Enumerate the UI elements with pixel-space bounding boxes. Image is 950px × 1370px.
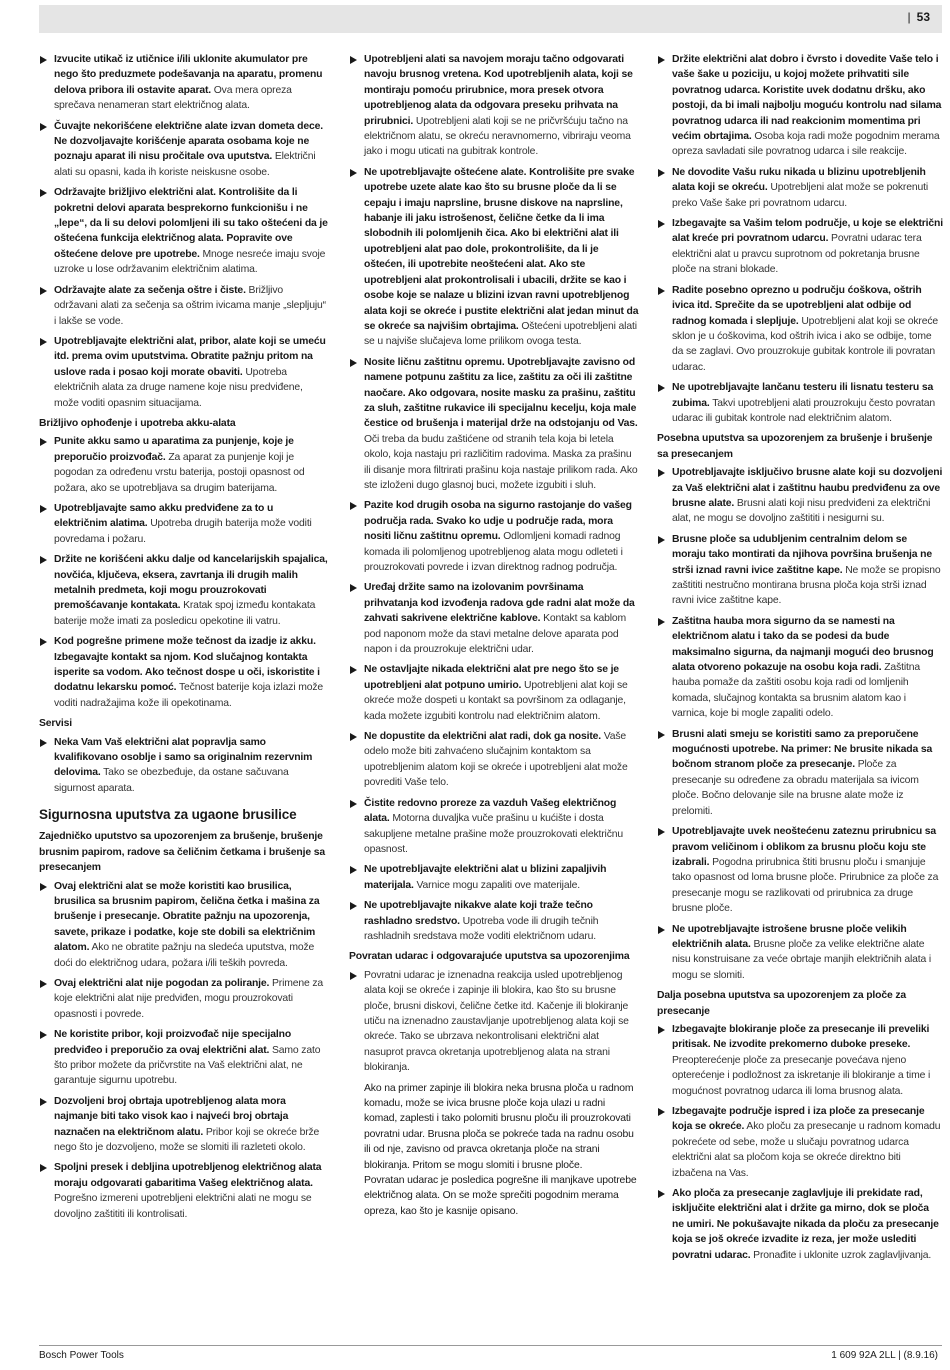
- item-bold-text: Upotrebljavajte električni alat, pribor, alate koji se umeću itd. prema ovim uputstvima. Obratite pažnju pritom na uslove rada i posao koji morate obaviti.: [54, 335, 326, 378]
- bullet-arrow-icon: [350, 584, 357, 592]
- item-plain-text: Upotrebljeni alat koji se okreće sklon je u ćoškovima, kod oštrih ivica i ako se odbije, tome da se zaglavi. Ovo prouzrokuje gubitak kontrole ili povratan udarac.: [672, 315, 939, 373]
- item-bold-text: Držite ne korišćeni akku dalje od kancelarijskih spajalica, novčića, ključeva, eksera, zavrtanja ili drugih malih metalnih predmeta, koji mogu prouzrokovati premošćavanje kontakata.: [54, 554, 328, 612]
- item-bold-text: Ovaj električni alat se može koristiti kao brusilica, brusilica sa brusnim papirom, čelična četka i mašina za brušenje i presecanje. Obratite pažnju na upozorenja, savete, prikaze i podatke, koje ste dobili sa električnim alatom.: [54, 880, 320, 954]
- section-subheading: Dalja posebna uputstva sa upozorenjem za ploče za presecanje: [657, 990, 907, 1017]
- bullet-arrow-icon: [350, 972, 357, 980]
- bullet-arrow-icon: [350, 169, 357, 177]
- bullet-arrow-icon: [40, 189, 47, 197]
- item-bold-text: Čistite redovno proreze za vazduh Vašeg električnog alata.: [364, 797, 617, 825]
- bullet-arrow-icon: [350, 866, 357, 874]
- item-plain-text: Varnice mogu zapaliti ove materijale.: [413, 879, 580, 891]
- list-item: [39, 501, 329, 547]
- item-plain-text: Oči treba da budu zaštićene od stranih tela koja bi letela okolo, koja nastaju pri različitim radovima. Maska za prašinu ili disanje mora filtrirati prašinu koja nastaje prilikom rada. Ako ste izloženi dugo glasnoj buci, možete izgubiti i sluh.: [364, 433, 638, 491]
- item-plain-text: Upotreba električnih alata za druge namene koje nisu predviđene, može voditi opasnim situacijama.: [54, 366, 303, 409]
- item-plain-text: Povratni udarac tera električni alat u pravcu suprotnom od pokretanja brusne ploče na strani blokade.: [672, 233, 922, 276]
- list-item: [39, 976, 329, 1022]
- list-item: [39, 634, 329, 711]
- item-plain-text: Motorna duvaljka vuče prašinu u kućište i dosta sakupljene metalne prašine može prouzrokovati električnu opasnost.: [364, 813, 624, 855]
- list-item: [39, 735, 329, 797]
- safety-list: [657, 52, 943, 426]
- item-plain-text: Vaše odelo može biti zahvaćeno slučajnim kontaktom sa upotrebljenim alatom koji se okreće i upotrebljeni alat može povrediti Vaše telo.: [364, 731, 628, 789]
- bullet-arrow-icon: [40, 980, 47, 988]
- list-item: [39, 1094, 329, 1156]
- item-plain-text: Osoba koja radi može pogodnim merama opreza savladati sile povratnog udarca i sile reakcije.: [672, 131, 940, 158]
- bullet-arrow-icon: [350, 800, 357, 808]
- list-item: [349, 498, 639, 575]
- bullet-arrow-icon: [658, 926, 665, 934]
- list-item: [657, 727, 943, 819]
- item-plain-text: Ova mera opreza sprečava nenameran start električnog alata.: [54, 84, 292, 112]
- item-bold-text: Izbegavajte područje ispred i iza ploče za presecanje koja se okreće.: [672, 1106, 925, 1133]
- paragraph: Ako na primer zapinje ili blokira neka brusna ploča u radnom komadu, može se ivica brusne ploče koja ulazi u radni komad, zaplesti i tako polomiti brusnu ploču ili prouzrokovati povratni udar. Brusna ploča se pokreće tada na radnu osobu ili od nje, zavisno od pravca okretanja ploče na strani blokiranja. Pritom se mogu slomiti i brusne ploče.: [364, 1082, 634, 1171]
- item-bold-text: Zaštitna hauba mora sigurno da se namesti na električnom alatu i tako da se podesi da bude maksimalno sigurna, da najmanji mogući deo brusnog alata otvoreno pokazuje na osobu koja radi.: [672, 615, 934, 674]
- item-plain-text: Odlomljeni komadi radnog komada ili polomljenog upotrebljenog alata mogu odleteti i prouzrokovati povrede i izvan direktnog radnog područja.: [364, 531, 623, 573]
- footer-doc-id: 1 609 92A 2LL | (8.9.16): [831, 1350, 938, 1361]
- list-item: [349, 898, 639, 944]
- column-3: [657, 52, 943, 1268]
- item-plain-text: Kontakt sa kablom pod naponom može da stavi metalne delove aparata pod napon i da prouzrokuje električni udar.: [364, 613, 627, 656]
- item-bold-text: Izbegavajte blokiranje ploče za presecanje ili preveliki pritisak. Ne izvodite prekomerno duboke preseke.: [672, 1023, 930, 1051]
- bullet-arrow-icon: [350, 733, 357, 741]
- item-plain-text: Pribor koji se okreće brže nego što je dozvoljeno, može se slomiti ili razleteti okolo.: [54, 1126, 320, 1153]
- item-bold-text: Čuvajte nekorišćene električne alate izvan dometa dece. Ne dozvoljavajte korišćenje aparata osobama koje ne poznaju aparat ili nisu pročitale ova uputstva.: [54, 120, 323, 163]
- list-item: [657, 1104, 943, 1181]
- list-item: [657, 216, 943, 278]
- item-plain-text: Upotreba drugih baterija može voditi povredama i požaru.: [54, 518, 312, 545]
- item-plain-text: Samo zato što pribor možete da pričvrstite na Vaš električni alat, ne garantuje sigurnu upotrebu.: [54, 1044, 321, 1087]
- bullet-arrow-icon: [40, 739, 47, 747]
- list-item: [39, 552, 329, 629]
- bullet-arrow-icon: [658, 287, 665, 295]
- bullet-arrow-icon: [350, 359, 357, 367]
- page-number-value: 53: [916, 10, 930, 24]
- item-bold-text: Ovaj električni alat nije pogodan za poliranje.: [54, 977, 270, 989]
- item-bold-text: Ne upotrebljavajte električni alat u blizini zapaljivih materijala.: [364, 864, 607, 891]
- item-bold-text: Izvucite utikač iz utičnice i/ili uklonite akumulator pre nego što preduzmete podešavanja na aparatu, promenu delova pribora ili ostavite aparat.: [54, 54, 323, 96]
- bullet-arrow-icon: [350, 56, 357, 64]
- item-plain-text: Pogrešno izmereni upotrebljeni električni alati ne mogu se dovoljno zaštititi ili kontrolisati.: [54, 1193, 312, 1220]
- item-plain-text: Upotrebljeni alati koji se ne pričvršćuju tačno na električnom alatu, se okreću neravnomerno, vibriraju veoma jako i mogu uticati na gubitrak kontrole.: [364, 115, 631, 158]
- safety-list: [349, 52, 639, 944]
- item-bold-text: Ne ostavljajte nikada električni alat pre nego što se je upotrebljeni alat potpuno umirio.: [364, 664, 619, 691]
- bullet-arrow-icon: [40, 1164, 47, 1172]
- item-plain-text: Brusni alati koji nisu predviđeni za električni alat, ne mogu se dovoljno zaštititi i nesigurni su.: [672, 497, 931, 525]
- bullet-arrow-icon: [658, 536, 665, 544]
- bullet-arrow-icon: [350, 502, 357, 510]
- item-plain-text: Ploče za presecanje su određene za obradu materijala sa ivicom ploče. Bočno delovanje sile na brusne alate može iz prelomiti.: [672, 759, 919, 817]
- item-bold-text: Ne upotrebljavajte nikakve alate koji traže tečno rashladno sredstvo.: [364, 900, 593, 927]
- bullet-arrow-icon: [658, 1108, 665, 1116]
- list-item: [39, 283, 329, 329]
- item-bold-text: Ne upotrebljavajte lančanu testeru ili lisnatu testeru sa zubima.: [672, 382, 934, 409]
- list-item: [349, 729, 639, 791]
- list-item: [657, 283, 943, 375]
- page-header-bar: [39, 5, 942, 33]
- bullet-arrow-icon: [40, 505, 47, 513]
- item-plain-text: Kratak spoj između kontakata baterije može imati za posledicu opekotine ili vatru.: [54, 600, 316, 627]
- safety-list: [657, 1022, 943, 1263]
- item-bold-text: Držite električni alat dobro i čvrsto i dovedite Vaše telo i vaše šake u poziciju, u kojoj možete prihvatiti sile povratnog udarca. Koristite uvek dodatnu dršku, ako postoji, da bi imali najbolju moguću kontrolu nad silama povratnog udarca ili nad reakcionim momentima pri većim obrtajima.: [672, 54, 942, 143]
- list-item: [39, 52, 329, 114]
- column-1: [39, 52, 329, 1227]
- item-bold-text: Punite akku samo u aparatima za punjenje, koje je preporučio proizvođač.: [54, 436, 294, 463]
- bullet-arrow-icon: [40, 638, 47, 646]
- list-item: [657, 1186, 943, 1263]
- item-bold-text: Radite posebno oprezno u području ćoškova, oštrih ivica itd. Sprečite da se upotrebljeni alat odbije od radnog komada i slepljuje.: [672, 284, 922, 327]
- item-plain-text: Povratni udarac je iznenadna reakcija usled upotrebljenog alata koji se okreće i zapinje ili blokira, kao što su brusne ploče, brusni diskovi, čelične četke itd. Kačenje ili blokiranje utiču na iznenadno zaustavljanje upotrebljenog alata koji se okreće. Tako se ubrzava nekontrolisani električni alat nasuprot pravca okretanja upotrebljenog alata na strani blokiranja.: [364, 969, 629, 1074]
- item-plain-text: Ako ploču za presecanje u radnom komadu pokrećete od sebe, može u slučaju povratnog udarca električni alat sa pločom koja se okreće direktno biti izbačena na Vas.: [672, 1121, 941, 1179]
- list-item: [657, 1022, 943, 1099]
- item-plain-text: Zaštitna hauba pomaže da zaštiti osobu koja radi od lomljenih komada, slučajnog kontakta sa brusnim alatom kao i varnica, koje bi mogle zapaliti odelo.: [672, 662, 920, 720]
- item-plain-text: Takvi upotrebljeni alati prouzrokuju često povratan udarac ili gubitak kontrole nad električnim alatom.: [672, 397, 935, 424]
- safety-list: [39, 52, 329, 411]
- item-bold-text: Upotrebljavajte samo akku predviđene za to u električnim alatima.: [54, 502, 274, 530]
- item-bold-text: Dozvoljeni broj obrtaja upotrebljenog alata mora najmanje biti tako visok kao i najveći broj obrtaja naznačen na električnom alatu.: [54, 1095, 289, 1138]
- bullet-arrow-icon: [658, 618, 665, 626]
- item-bold-text: Održavajte brižljivo električni alat. Kontrolišite da li pokretni delovi aparata besprekorno funkcionišu i ne „lepe“, da li su delovi polomljeni ili su tako oštećeni da je oštećena funkcija električnog alata. Popravite ove oštećene delove pre upotrebe.: [54, 187, 328, 260]
- list-item: [39, 1160, 329, 1222]
- item-bold-text: Upotrebljavajte uvek neoštećenu zateznu prirubnicu sa pravom veličinom i oblikom za brusnu ploču koju ste izabrali.: [672, 826, 937, 868]
- item-bold-text: Kod pogrešne primene može tečnost da izadje iz akku. Izbegavajte kontakt sa njom. Kod slučajnog kontakta isperite sa vodom. Ako tečnost dospe u oči, iskoristite i dodatnu lekarsku pomoć.: [54, 636, 320, 694]
- item-plain-text: Preopterećenje ploče za presecanje povećava njeno opterećenje i podložnost za iskretanje ili blokiranje a time i mogućnost povratnog udarca ili loma brusnog alata.: [672, 1054, 931, 1097]
- item-plain-text: Električni alati su opasni, kada ih koriste neiskusne osobe.: [54, 151, 316, 178]
- item-bold-text: Neka Vam Vaš električni alat popravlja samo kvalifikovano osoblje i samo sa originalnim rezervnim delovima.: [54, 736, 313, 779]
- section-subheading: Zajedničko uputstvo sa upozorenjem za brušenje, brušenje brusnim papirom, radove sa čeličnim četkama i brušenje sa presecanjem: [39, 831, 325, 874]
- item-bold-text: Ne dovodite Vašu ruku nikada u blizinu upotrebljenih alata koji se okreću.: [672, 166, 926, 194]
- list-item: [349, 862, 639, 893]
- bullet-arrow-icon: [40, 338, 47, 346]
- item-plain-text: Upotrebljeni alat koji se okreće može dospeti u kontakt sa površinom za odlaganje, kada možete izgubiti kontrolu nad električnim alatom.: [364, 679, 628, 722]
- list-item: [349, 968, 639, 1076]
- item-plain-text: Ne može se propisno zaštititi nestručno montirana brusna ploča koja strši iznad ravni ivice zaštitne kape.: [672, 564, 941, 607]
- item-plain-text: Primene za koje električni alat nije predviđen, mogu prouzrokovati opasnosti i povrede.: [54, 977, 324, 1020]
- bullet-arrow-icon: [350, 666, 357, 674]
- item-bold-text: Pazite kod drugih osoba na sigurno rastojanje do vašeg područja rada. Svako ko udje u područje rada, mora nositi ličnu zaštitnu opremu.: [364, 500, 632, 543]
- section-subheading: Posebna uputstva sa upozorenjem za brušenje i brušenje sa presecanjem: [657, 433, 933, 460]
- bullet-arrow-icon: [40, 438, 47, 446]
- item-bold-text: Ne upotrebljavajte oštećene alate. Kontrolišite pre svake upotrebe uzete alate kao što su brusne ploče da li se cepaju i imaju naprsline, brusne diskove na naprsline, habanje ili jaku istrošenost, čelične četke da li ima slobodnih ili polomljenih čica. Ako bi električni alat ili upotrebljeni alat pao dole, prokontrolišite, da li je oštećen, ili upotrebite neoštećeni alat. Ako ste upotrebljeni alat prokontrolisali i ubacili, držite se kao i osobe koje se nalaze u blizini izvan ravni upotrebljenog alata koji se okreće i pustite električni alat jedan minut da se okreće sa najvišim obrtajima.: [364, 166, 639, 332]
- bullet-arrow-icon: [40, 1031, 47, 1039]
- item-bold-text: Uređaj držite samo na izolovanim površinama prihvatanja kod izvođenja radova gde radni alat može da zahvati sakrivene električne kablove.: [364, 582, 635, 625]
- item-plain-text: Tečnost baterije koja izlazi može voditi nadražajima kože ili opekotinama.: [54, 682, 324, 709]
- safety-list: [39, 434, 329, 711]
- item-plain-text: Mnoge nesreće imaju svoje uzroke u lose održavanim električnim alatima.: [54, 248, 326, 276]
- footer-brand: Bosch Power Tools: [39, 1350, 124, 1361]
- bullet-arrow-icon: [658, 56, 665, 64]
- list-item: [657, 52, 943, 160]
- list-item: [349, 796, 639, 858]
- list-item: [39, 185, 329, 277]
- bullet-arrow-icon: [658, 384, 665, 392]
- list-item: [39, 334, 329, 411]
- section-subheading: Povratan udarac i odgovarajuće uputstva sa upozorenjima: [349, 951, 630, 963]
- list-item: [349, 355, 639, 494]
- bullet-arrow-icon: [40, 56, 47, 64]
- bullet-arrow-icon: [658, 1026, 665, 1034]
- bullet-arrow-icon: [40, 287, 47, 295]
- list-item: [349, 165, 639, 350]
- item-bold-text: Brusni alati smeju se koristiti samo za preporučene mogućnosti upotrebe. Na primer: Ne brusite nikada sa bočnom stranom ploče za presecanje.: [672, 728, 933, 771]
- list-item: [349, 662, 639, 724]
- item-bold-text: Izbegavajte sa Vašim telom područje, u koje se električni alat kreće pri povratnom udarcu.: [672, 218, 943, 245]
- bullet-arrow-icon: [40, 883, 47, 891]
- item-plain-text: Ako ne obratite pažnju na sledeća uputstva, može doći do električnog udara, požara i/ili teških povreda.: [54, 942, 315, 969]
- item-bold-text: Brusne ploče sa udubljenim centralnim delom se moraju tako montirati da njihova površina brušenja ne strši iznad ravni ivice zaštitne kape.: [672, 533, 932, 576]
- item-bold-text: Spoljni presek i debljina upotrebljenog električnog alata moraju odgovarati gabaritima Vašeg električnog alata.: [54, 1162, 322, 1189]
- section-subheading: Brižljivo ophođenje i upotreba akku-alata: [39, 417, 236, 429]
- item-plain-text: Za aparat za punjenje koji je pogodan za određenu vrstu baterija, postoji opasnost od požara, ako se upotrebljava sa drugim baterijama.: [54, 451, 305, 494]
- item-plain-text: Brusne ploče za velike električne alate nisu konstruisane za veće obrtaje manjih električnih alata i mogu se slomiti.: [672, 938, 931, 981]
- safety-list: [39, 735, 329, 797]
- section-subheading: Servisi: [39, 718, 73, 730]
- item-bold-text: Upotrebljeni alati sa navojem moraju tačno odgovarati navoju brusnog vretena. Kod upotrebljenih alata, koji se montiraju pomoću prirubnice, mora presek otvora upotrebljenog alata da odgovara preseku prihvata na prirubnici.: [364, 54, 633, 127]
- paragraph: Povratan udarac je posledica pogrešne ili manjkave upotrebe električnog alata. On se može sprečiti pogodnim merama opreza, kao što je kasnije opisano.: [364, 1175, 637, 1217]
- bullet-arrow-icon: [40, 123, 47, 131]
- list-item: [657, 465, 943, 527]
- item-bold-text: Upotrebljavajte isključivo brusne alate koji su dozvoljeni za Vaš električni alat i zaštitnu haubu predviđenu za ove brusne alate.: [672, 467, 943, 509]
- column-2: [349, 52, 639, 1219]
- list-item: [657, 614, 943, 722]
- item-plain-text: Tako se obezbeđuje, da ostane sačuvana sigurnost aparata.: [54, 767, 289, 794]
- item-plain-text: Oštećeni upotrebljeni alati se u najviše slučajeva lome prilikom ovoga testa.: [364, 320, 637, 348]
- item-bold-text: Ne upotrebljavajte istrošene brusne ploče velikih električnih alata.: [672, 923, 907, 950]
- safety-list: [39, 879, 329, 1223]
- footer-divider: [39, 1345, 942, 1346]
- list-item: [657, 532, 943, 609]
- list-item: [657, 922, 943, 984]
- list-item: [39, 879, 329, 971]
- bullet-arrow-icon: [40, 1098, 47, 1106]
- list-item: [39, 1027, 329, 1089]
- item-plain-text: Brižljivo održavani alati za sečenja sa oštrim ivicama manje „slepljuju“ i lakše se vode.: [54, 284, 326, 327]
- list-item: [349, 52, 639, 160]
- safety-list: [349, 968, 639, 1076]
- item-bold-text: Ako ploča za presecanje zaglavljuje ili prekidate rad, isključite električni alat i držite ga mirno, dok se ploča ne umiri. Ne pokušavajte nikada da ploču za presecanje koja se još okreće izvadite iz reza, jer može uslediti povratni udarac.: [672, 1188, 939, 1261]
- page-number: | 53: [907, 10, 930, 24]
- list-item: [657, 165, 943, 211]
- bullet-arrow-icon: [40, 556, 47, 564]
- list-item: [39, 434, 329, 496]
- item-bold-text: Ne dopustite da električni alat radi, dok ga nosite.: [364, 731, 602, 743]
- item-plain-text: Upotrebljeni alat može se pokrenuti preko Vaše šake pri povratnom udarcu.: [672, 182, 928, 209]
- list-item: [349, 580, 639, 657]
- bullet-arrow-icon: [658, 1190, 665, 1198]
- item-bold-text: Nosite ličnu zaštitnu opremu. Upotrebljavajte zavisno od namene potpunu zaštitu za lice, zaštitu za oči ili zaštitne naočare. Ako odgovara, nosite masku za prašinu, zaštitu za sluh, zaštitne rukavice ili specijalnu kecelju, koja male čestice od brušenja i materijal drže na odstojanju od Vas.: [364, 356, 638, 430]
- bullet-arrow-icon: [658, 469, 665, 477]
- bullet-arrow-icon: [658, 220, 665, 228]
- item-plain-text: Pronađite i uklonite uzrok zaglavljivanja.: [750, 1249, 932, 1261]
- bullet-arrow-icon: [658, 731, 665, 739]
- item-plain-text: Upotreba vode ili drugih tečnih rashladnih sredstava može voditi električnom udaru.: [364, 915, 599, 942]
- bullet-arrow-icon: [658, 169, 665, 177]
- list-item: [657, 824, 943, 916]
- item-bold-text: Ne koristite pribor, koji proizvođač nije specijalno predviđeo i preporučio za ovaj električni alat.: [54, 1029, 292, 1056]
- item-plain-text: Pogodna prirubnica štiti brusnu ploču i smanjuje tako opasnost od loma brusne ploče. Prirubnice za ploče za presecanje mogu se razlikovati od prirubnica za druge brusne ploče.: [672, 856, 939, 915]
- bullet-arrow-icon: [350, 902, 357, 910]
- section-heading: Sigurnosna uputstva za ugaone brusilice: [39, 807, 297, 823]
- safety-list: [657, 465, 943, 983]
- bullet-arrow-icon: [658, 828, 665, 836]
- list-item: [39, 119, 329, 181]
- item-bold-text: Održavajte alate za sečenja oštre i čiste.: [54, 284, 246, 296]
- list-item: [657, 380, 943, 426]
